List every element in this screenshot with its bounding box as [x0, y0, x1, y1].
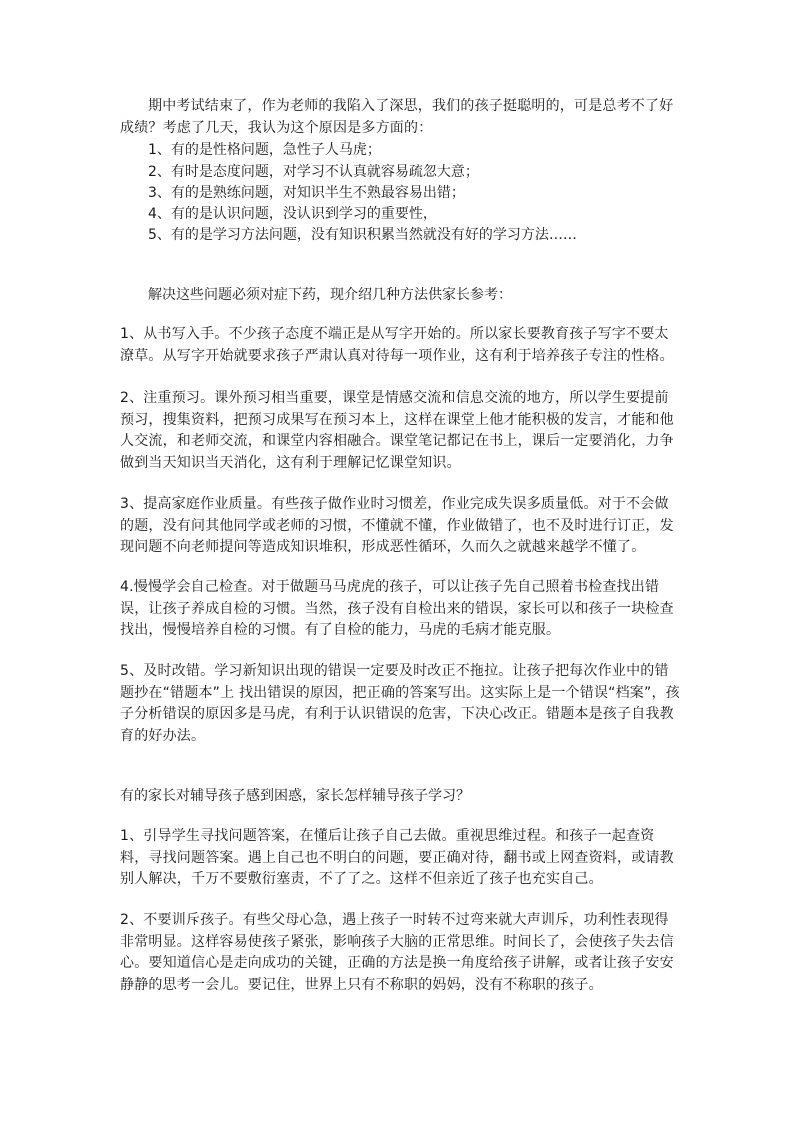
- tutoring-question: 有的家长对辅导孩子感到困惑，家长怎样辅导孩子学习？: [120, 788, 470, 804]
- tutoring-item: 1、引导学生寻找问题答案，在懂后让孩子自己去做。重视思维过程。和孩子一起查资料，寻找问题答案。遇上自己也不明白的问题，要正确对待，翻书或上网查资料，或请教别人解决，千万不要敷衍塞责，不了了之。这样不但亲近了孩子也充实自己。: [120, 828, 674, 887]
- reason-item: 1、有的是性格问题，急性子人马虎；: [148, 142, 381, 158]
- reason-item: 3、有的是熟练问题，对知识半生不熟最容易出错；: [148, 185, 465, 201]
- reason-item: 4、有的是认识问题，没认识到学习的重要性，: [148, 206, 437, 222]
- solution-item: 3、提高家庭作业质量。有些孩子做作业时习惯差，作业完成失误多质量低。对于不会做的题，没有问其他同学或老师的习惯，不懂就不懂，作业做错了，也不及时进行订正，发现问题不向老师提问等造成知识堆积，形成恶性循环，久而久之就越来越学不懂了。: [120, 496, 674, 555]
- reason-item: 2、有时是态度问题，对学习不认真就容易疏忽大意；: [148, 164, 479, 180]
- solution-item: 4.慢慢学会自己检查。对于做题马马虎虎的孩子，可以让孩子先自己照着书检查找出错误，让孩子养成自检的习惯。当然，孩子没有自检出来的错误，家长可以和孩子一块检查找出，慢慢培养自检的习惯。有了自检的能力，马虎的毛病才能克服。: [120, 579, 674, 638]
- solution-item: 5、及时改错。学习新知识出现的错误一定要及时改正不拖拉。让孩子把每次作业中的错题抄在“错题本”上 找出错误的原因，把正确的答案写出。这实际上是一个错误“档案”，孩子分析错误的原因多是马虎，有利于认识错误的危害，下决心改正。错题本是孩子自我教育的好办法。: [120, 663, 680, 744]
- solution-item: 1、从书写入手。不少孩子态度不端正是从写字开始的。所以家长要教育孩子写字不要太潦草。从写字开始就要求孩子严肃认真对待每一项作业，这有利于培养孩子专注的性格。: [120, 326, 674, 364]
- solution-item: 2、注重预习。课外预习相当重要，课堂是情感交流和信息交流的地方，所以学生要提前预习，搜集资料，把预习成果写在预习本上，这样在课堂上他才能积极的发言，才能和他人交流，和老师交流，和课堂内容相融合。课堂笔记都记在书上，课后一定要消化，力争做到当天知识当天消化，这有利于理解记忆课堂知识。: [120, 390, 674, 471]
- intro-paragraph: 期中考试结束了，作为老师的我陷入了深思，我们的孩子挺聪明的，可是总考不了好成绩？考虑了几天，我认为这个原因是多方面的：: [120, 98, 674, 136]
- tutoring-item: 2、不要训斥孩子。有些父母心急，遇上孩子一时转不过弯来就大声训斥，功利性表现得非常明显。这样容易使孩子紧张，影响孩子大脑的正常思维。时间长了，会使孩子失去信心。要知道信心是走向成功的关键，正确的方法是换一角度给孩子讲解，或者让孩子安安静静的思考一会儿。要记住，世界上只有不称职的妈妈，没有不称职的孩子。: [120, 912, 674, 993]
- solutions-heading: 解决这些问题必须对症下药，现介绍几种方法供家长参考：: [148, 287, 512, 303]
- reason-item: 5、有的是学习方法问题，没有知识积累当然就没有好的学习方法……: [148, 227, 577, 243]
